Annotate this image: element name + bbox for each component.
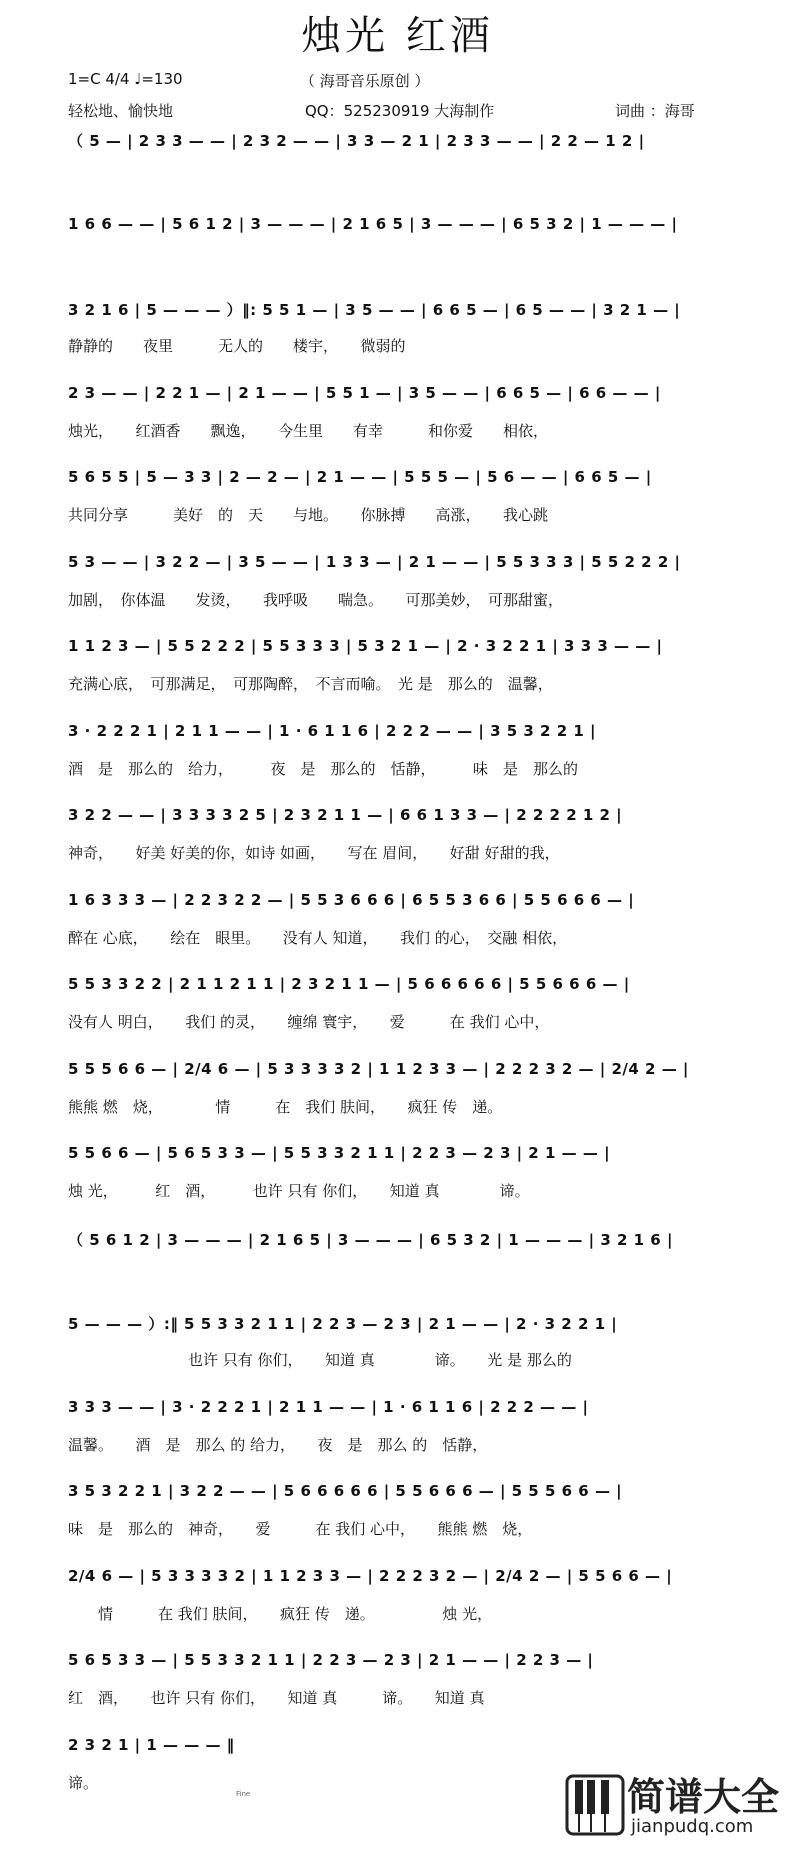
subtitle: （ 海哥音乐原创 ）: [300, 72, 430, 90]
lyric-line: 烛光， 红酒香 飘逸， 今生里 有幸 和你爱 相依，: [68, 421, 549, 440]
notation-line: 3 5 3 2 2 1 | 3 2 2 — — | 5 6 6 6 6 6 | 5 5 6 6 6 — | 5 5 5 6 6 — |: [68, 1482, 623, 1500]
site-logo: [565, 1766, 795, 1850]
fine-mark: Fine: [236, 1790, 251, 1798]
lyric-line: 温馨。 酒 是 那么 的 给力， 夜 是 那么 的 恬静，: [68, 1435, 488, 1454]
lyric-line: 充满心底， 可那满足， 可那陶醉， 不言而喻。 光 是 那么的 温馨，: [68, 675, 553, 693]
notation-line: 5 6 5 5 | 5 — 3 3 | 2 — 2 — | 2 1 — — | 5 5 5 — | 5 6 — — | 6 6 5 — |: [68, 468, 652, 486]
notation-line: 5 3 — — | 3 2 2 — | 3 5 — — | 1 3 3 — | 2 1 — — | 5 5 3 3 3 | 5 5 2 2 2 |: [68, 552, 681, 571]
logo-text: 简谱大全: [627, 1775, 780, 1819]
lyric-line: 味 是 那么的 神奇， 爱 在 我们 心中， 熊熊 燃 烧，: [68, 1520, 533, 1538]
notation-line: 5 6 5 3 3 — | 5 5 3 3 2 1 1 | 2 2 3 — 2 3 | 2 1 — — | 2 2 3 — |: [68, 1651, 594, 1669]
key-time-tempo: 1=C 4/4 ♩=130: [68, 70, 183, 88]
notation-line: 2 3 2 1 | 1 — — — ‖: [68, 1735, 235, 1754]
notation-line: 3 2 2 — — | 3 3 3 3 2 5 | 2 3 2 1 1 — | 6 6 1 3 3 — | 2 2 2 2 1 2 |: [68, 806, 623, 824]
notation-line: 1 6 3 3 3 — | 2 2 3 2 2 — | 5 5 3 6 6 6 | 6 5 5 3 6 6 | 5 5 6 6 6 — |: [68, 890, 635, 909]
qq-credit: QQ：525230919 大海制作: [305, 102, 495, 120]
lyric-line: 酒 是 那么的 给力， 夜 是 那么的 恬静， 味 是 那么的: [68, 759, 579, 778]
composer-credit: 词曲 ：海哥: [615, 102, 695, 120]
notation-line: 2 3 — — | 2 2 1 — | 2 1 — — | 5 5 1 — | 3 5 — — | 6 6 5 — | 6 6 — — |: [68, 383, 661, 402]
notation-line: 2/4 6 — | 5 3 3 3 3 2 | 1 1 2 3 3 — | 2 2 2 3 2 — | 2/4 2 — | 5 5 6 6 — |: [68, 1566, 673, 1585]
lyric-line: 也许 只有 你们， 知道 真 谛。 光 是 那么的: [68, 1351, 572, 1369]
logo-url: jianpudq.com: [631, 1816, 754, 1837]
lyric-line: 共同分享 美好 的 天 与地。 你脉搏 高涨， 我心跳: [68, 506, 549, 524]
lyric-line: 情 在 我们 肤间， 疯狂 传 递。 烛 光，: [68, 1604, 493, 1623]
lyric-line: 神奇， 好美 好美的你，如诗 如画， 写在 眉间， 好甜 好甜的我，: [68, 844, 560, 862]
notation-line: 3 3 3 — — | 3 · 2 2 2 1 | 2 1 1 — — | 1 · 6 1 1 6 | 2 2 2 — — |: [68, 1397, 589, 1416]
notation-line: 5 5 6 6 — | 5 6 5 3 3 — | 5 5 3 3 2 1 1 | 2 2 3 — 2 3 | 2 1 — — |: [68, 1144, 611, 1162]
notation-line: （ 5 6 1 2 | 3 — — — | 2 1 6 5 | 3 — — — | 6 5 3 2 | 1 — — — | 3 2 1 6 |: [68, 1230, 673, 1249]
lyric-line: 红 酒， 也许 只有 你们， 知道 真 谛。 知道 真: [68, 1689, 485, 1707]
notation-line: 5 5 3 3 2 2 | 2 1 1 2 1 1 | 2 3 2 1 1 — | 5 6 6 6 6 6 | 5 5 6 6 6 — |: [68, 975, 630, 993]
notation-line: 1 1 2 3 — | 5 5 2 2 2 | 5 5 3 3 3 | 5 3 2 1 — | 2 · 3 2 2 1 | 3 3 3 — — |: [68, 637, 663, 655]
style-marking: 轻松地、愉快地: [68, 102, 174, 120]
lyric-line: 没有人 明白， 我们 的灵， 缠绵 寰宇， 爱 在 我们 心中，: [68, 1013, 550, 1031]
lyric-line: 熊熊 燃 烧， 情 在 我们 肤间， 疯狂 传 递。: [68, 1097, 503, 1116]
notation-line: 3 · 2 2 2 1 | 2 1 1 — — | 1 · 6 1 1 6 | 2 2 2 — — | 3 5 3 2 2 1 |: [68, 721, 597, 740]
lyric-line: 加剧， 你体温 发烫， 我呼吸 喘急。 可那美妙， 可那甜蜜，: [68, 590, 564, 609]
notation-line: （ 5 — | 2 3 3 — — | 2 3 2 — — | 3 3 — 2 1 | 2 3 3 — — | 2 2 — 1 2 |: [68, 132, 645, 150]
lyric-line: 谛。: [68, 1773, 99, 1792]
lyric-line: 烛 光， 红 酒， 也许 只有 你们， 知道 真 谛。: [68, 1182, 530, 1200]
notation-line: 1 6 6 — — | 5 6 1 2 | 3 — — — | 2 1 6 5 | 3 — — — | 6 5 3 2 | 1 — — — |: [68, 214, 678, 233]
lyric-line: 醉在 心底， 绘在 眼里。 没有人 知道， 我们 的心， 交融 相依，: [68, 928, 568, 947]
page-title: 烛光 红酒: [301, 13, 494, 59]
lyric-line: 静静的 夜里 无人的 楼宇， 微弱的: [68, 337, 406, 355]
notation-line: 3 2 1 6 | 5 — — — ）‖: 5 5 1 — | 3 5 — — | 6 6 5 — | 6 5 — — | 3 2 1 — |: [68, 301, 681, 319]
piano-keys-icon: [565, 1774, 625, 1836]
notation-line: 5 5 5 6 6 — | 2/4 6 — | 5 3 3 3 3 2 | 1 1 2 3 3 — | 2 2 2 3 2 — | 2/4 2 — |: [68, 1059, 689, 1078]
notation-line: 5 — — — ）:‖ 5 5 3 3 2 1 1 | 2 2 3 — 2 3 | 2 1 — — | 2 · 3 2 2 1 |: [68, 1315, 618, 1333]
